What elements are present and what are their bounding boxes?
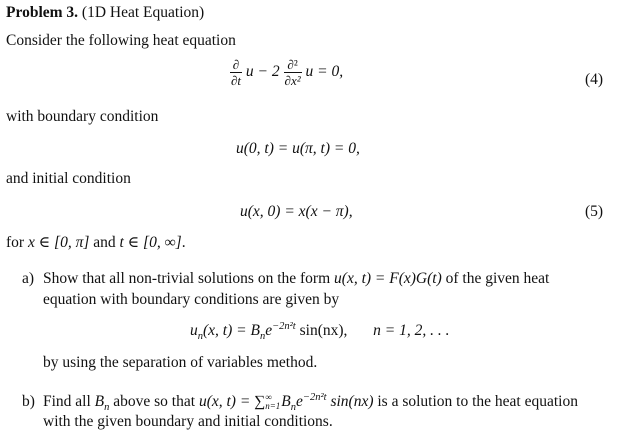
- initial-equation: u(x, 0) = x(x − π),: [240, 203, 353, 220]
- sol-range: n = 1, 2, . . .: [373, 322, 450, 339]
- part-a-line1-post: of the given heat: [441, 270, 550, 287]
- initial-text: and initial condition: [6, 170, 131, 187]
- sum-sup: ∞: [265, 392, 272, 403]
- t-domain: t ∈ [0, ∞]: [119, 234, 182, 251]
- frac1-num: ∂: [232, 57, 240, 72]
- heat-equation: [230, 58, 343, 87]
- domain-line: [6, 233, 186, 252]
- sol-sin: sin(nx),: [295, 322, 348, 339]
- space-derivative-fraction: [284, 58, 302, 87]
- pde-tail: u = 0,: [305, 63, 344, 81]
- part-b-u-eq: u(x, t) =: [198, 393, 255, 410]
- pde-middle: u − 2: [245, 63, 280, 81]
- intro-text: Consider the following heat equation: [6, 32, 236, 49]
- part-b-bn-sub: n: [104, 402, 110, 414]
- part-b-sin: sin(nx): [326, 393, 374, 410]
- frac2-num: ∂²: [287, 57, 298, 72]
- part-a-line1: [43, 269, 549, 289]
- sol-b-sub: n: [259, 331, 266, 343]
- sum-sub: n=1: [265, 401, 281, 412]
- part-a-line2: equation with boundary conditions are given by: [43, 291, 340, 308]
- sol-e: e: [265, 322, 273, 339]
- part-b-exp: −2n²t: [302, 391, 327, 403]
- equation-number-5: (5): [585, 203, 604, 220]
- boundary-equation: u(0, t) = u(π, t) = 0,: [236, 140, 360, 157]
- part-b-post: is a solution to the heat equation: [373, 393, 578, 410]
- solution-equation: [190, 320, 450, 343]
- domain-and: and: [89, 234, 120, 251]
- problem-label: Problem 3.: [6, 4, 79, 21]
- part-a-line1-pre: Show that all non-trivial solutions on the form: [43, 270, 335, 287]
- problem-title: [6, 4, 204, 22]
- sol-mid: (x, t) = B: [203, 322, 260, 339]
- part-b-mid: above so that: [109, 393, 199, 410]
- sum-limits: [265, 393, 280, 411]
- part-b-line2: with the given boundary and initial conditions.: [43, 413, 333, 430]
- part-a-label: a): [22, 270, 35, 287]
- sol-u: u: [190, 322, 198, 339]
- domain-prefix: for: [6, 234, 28, 251]
- part-b-line1: [43, 392, 578, 412]
- equation-number-4: (4): [585, 71, 604, 88]
- domain-suffix: .: [181, 234, 186, 251]
- boundary-text: with boundary condition: [6, 108, 159, 125]
- x-domain: x ∈ [0, π]: [27, 234, 90, 251]
- part-b-label: b): [22, 393, 35, 410]
- part-b-pre: Find all: [43, 393, 95, 410]
- frac2-den: ∂x²: [284, 73, 301, 88]
- part-b-bn: B: [94, 393, 105, 410]
- part-a-line1-math: u(x, t) = F(x)G(t): [334, 270, 442, 287]
- problem-subtitle: (1D Heat Equation): [81, 4, 205, 21]
- part-b-sum: ∑: [254, 393, 266, 410]
- part-a-line3: by using the separation of variables method.: [43, 354, 318, 371]
- part-b-b2-sub: n: [290, 402, 297, 414]
- time-derivative-fraction: [230, 58, 242, 87]
- sol-u-sub: n: [197, 331, 203, 343]
- part-b-b2: B: [281, 393, 291, 410]
- sol-exp: −2n²t: [272, 320, 296, 332]
- frac1-den: ∂t: [231, 73, 242, 88]
- part-b-e: e: [296, 393, 303, 410]
